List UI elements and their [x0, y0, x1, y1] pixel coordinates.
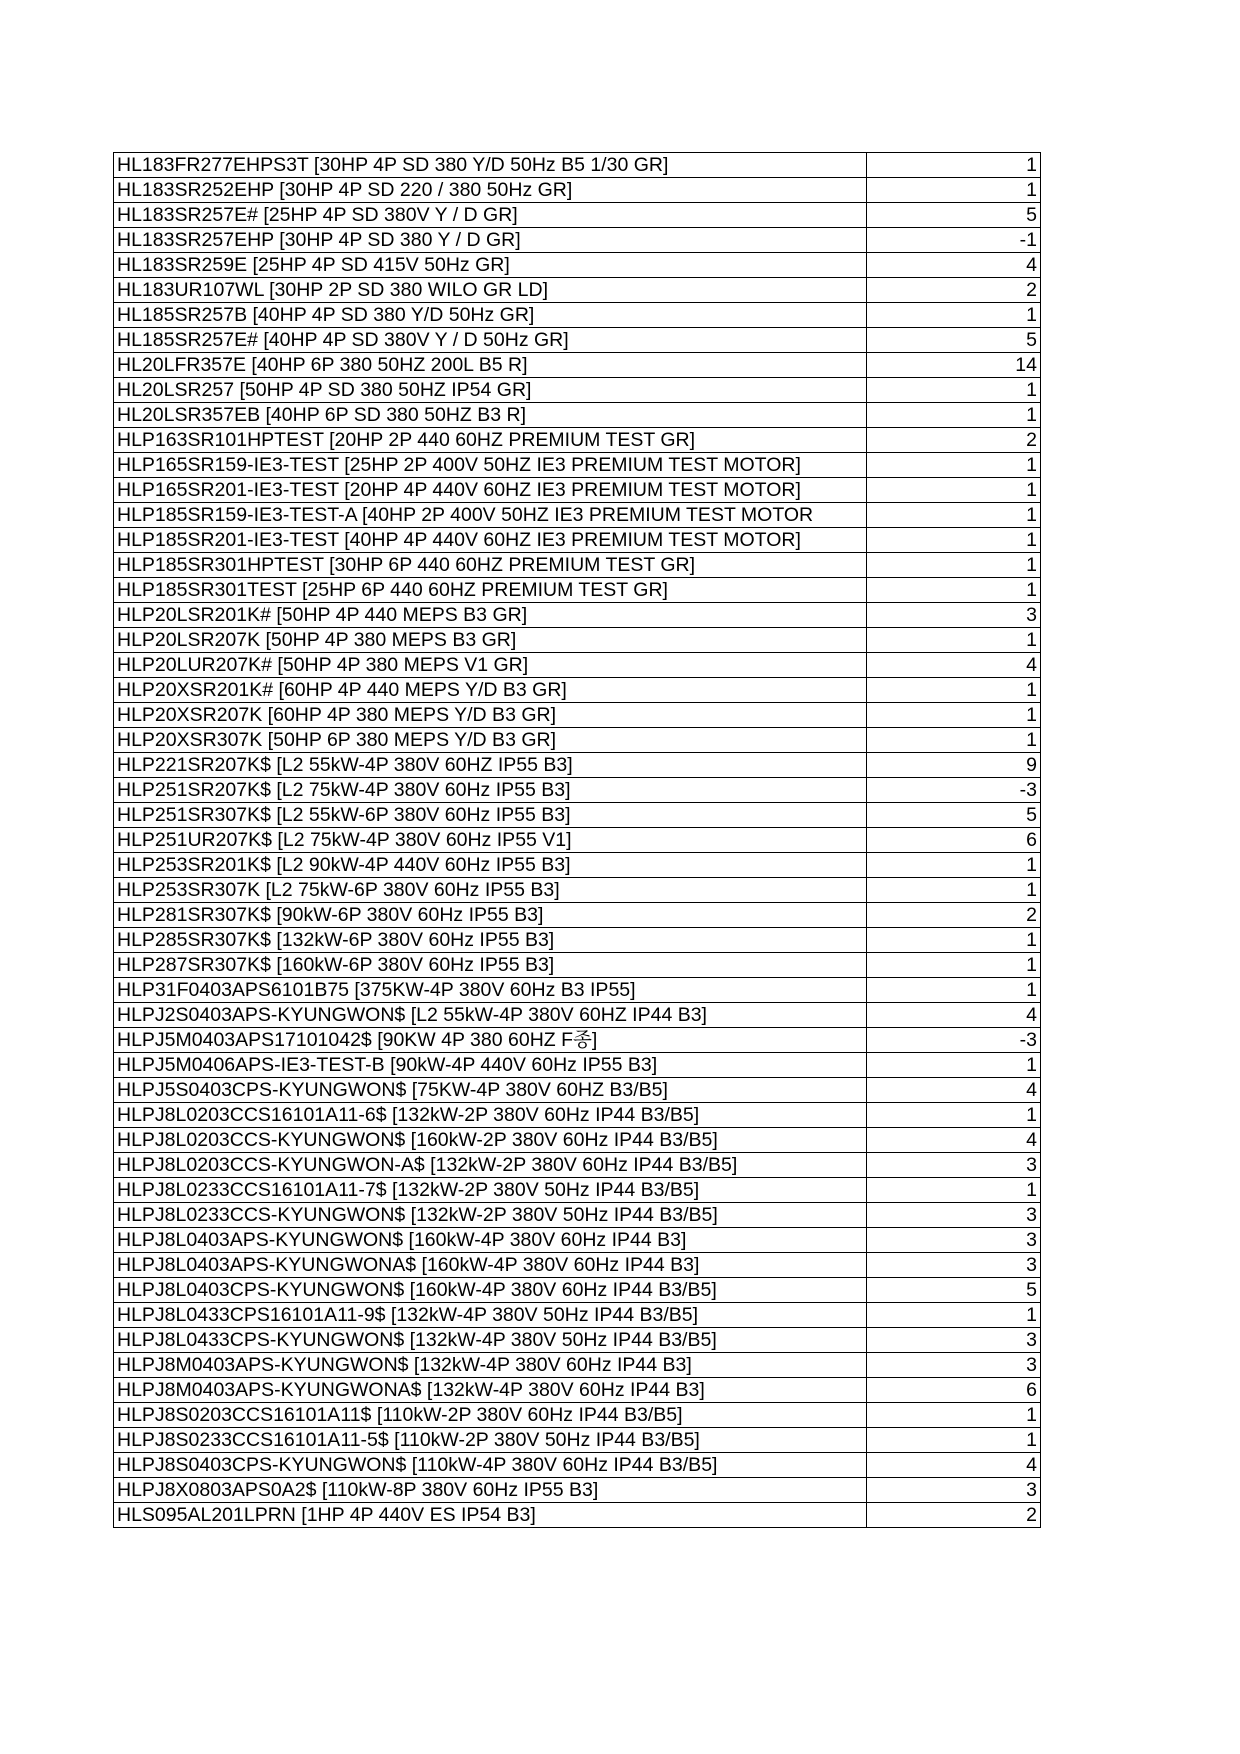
item-description-cell: HL20LSR257 [50HP 4P SD 380 50HZ IP54 GR] — [114, 378, 867, 403]
quantity-cell: 6 — [867, 1378, 1041, 1403]
table-row — [114, 903, 1041, 928]
item-description-cell: HLP165SR159-IE3-TEST [25HP 2P 400V 50HZ IE3 PREMIUM TEST MOTOR] — [114, 453, 867, 478]
quantity-cell: 5 — [867, 328, 1041, 353]
item-description-cell: HLP20LUR207K# [50HP 4P 380 MEPS V1 GR] — [114, 653, 867, 678]
quantity-cell: 3 — [867, 1203, 1041, 1228]
quantity-cell: 4 — [867, 1003, 1041, 1028]
table-row — [114, 953, 1041, 978]
quantity-cell: 1 — [867, 728, 1041, 753]
item-description-cell: HL183UR107WL [30HP 2P SD 380 WILO GR LD] — [114, 278, 867, 303]
item-description-cell: HLPJ8L0203CCS-KYUNGWON-A$ [132kW-2P 380V 60Hz IP44 B3/B5] — [114, 1153, 867, 1178]
quantity-cell: 1 — [867, 153, 1041, 178]
quantity-cell: 1 — [867, 553, 1041, 578]
table-row — [114, 678, 1041, 703]
quantity-cell: 2 — [867, 428, 1041, 453]
quantity-cell: 3 — [867, 1153, 1041, 1178]
item-description-cell: HLPJ8M0403APS-KYUNGWON$ [132kW-4P 380V 60Hz IP44 B3] — [114, 1353, 867, 1378]
item-description-cell: HLP165SR201-IE3-TEST [20HP 4P 440V 60HZ IE3 PREMIUM TEST MOTOR] — [114, 478, 867, 503]
item-description-cell: HL183FR277EHPS3T [30HP 4P SD 380 Y/D 50Hz B5 1/30 GR] — [114, 153, 867, 178]
quantity-cell: 1 — [867, 878, 1041, 903]
quantity-cell: 1 — [867, 178, 1041, 203]
table-row — [114, 1028, 1041, 1053]
table-row — [114, 428, 1041, 453]
quantity-cell: 1 — [867, 303, 1041, 328]
quantity-cell: 4 — [867, 1453, 1041, 1478]
item-description-cell: HLPJ2S0403APS-KYUNGWON$ [L2 55kW-4P 380V 60HZ IP44 B3] — [114, 1003, 867, 1028]
quantity-cell: 1 — [867, 503, 1041, 528]
item-description-cell: HLS095AL201LPRN [1HP 4P 440V ES IP54 B3] — [114, 1503, 867, 1528]
quantity-cell: 6 — [867, 828, 1041, 853]
quantity-cell: 2 — [867, 278, 1041, 303]
quantity-cell: 9 — [867, 753, 1041, 778]
quantity-cell: 1 — [867, 628, 1041, 653]
quantity-cell: 2 — [867, 903, 1041, 928]
table-row — [114, 278, 1041, 303]
quantity-cell: 1 — [867, 1403, 1041, 1428]
quantity-cell: 3 — [867, 1228, 1041, 1253]
item-description-cell: HLPJ5S0403CPS-KYUNGWON$ [75KW-4P 380V 60HZ B3/B5] — [114, 1078, 867, 1103]
quantity-cell: 5 — [867, 803, 1041, 828]
item-description-cell: HLP251SR207K$ [L2 75kW-4P 380V 60Hz IP55 B3] — [114, 778, 867, 803]
item-description-cell: HL183SR257E# [25HP 4P SD 380V Y / D GR] — [114, 203, 867, 228]
quantity-cell: 1 — [867, 378, 1041, 403]
table-row — [114, 778, 1041, 803]
quantity-cell: 1 — [867, 1053, 1041, 1078]
quantity-cell: 14 — [867, 353, 1041, 378]
table-row — [114, 1278, 1041, 1303]
table-row — [114, 1503, 1041, 1528]
quantity-cell: 1 — [867, 1178, 1041, 1203]
table-row — [114, 1003, 1041, 1028]
item-description-cell: HLPJ8L0433CPS16101A11-9$ [132kW-4P 380V 50Hz IP44 B3/B5] — [114, 1303, 867, 1328]
item-description-cell: HLP20XSR207K [60HP 4P 380 MEPS Y/D B3 GR] — [114, 703, 867, 728]
item-description-cell: HLP163SR101HPTEST [20HP 2P 440 60HZ PREMIUM TEST GR] — [114, 428, 867, 453]
item-description-cell: HLP253SR201K$ [L2 90kW-4P 440V 60Hz IP55 B3] — [114, 853, 867, 878]
item-description-cell: HL20LFR357E [40HP 6P 380 50HZ 200L B5 R] — [114, 353, 867, 378]
item-description-cell: HLP251SR307K$ [L2 55kW-6P 380V 60Hz IP55 B3] — [114, 803, 867, 828]
quantity-cell: 5 — [867, 203, 1041, 228]
quantity-cell: 4 — [867, 1078, 1041, 1103]
table-row — [114, 378, 1041, 403]
item-description-cell: HLPJ8L0403CPS-KYUNGWON$ [160kW-4P 380V 60Hz IP44 B3/B5] — [114, 1278, 867, 1303]
item-description-cell: HLPJ8L0233CCS16101A11-7$ [132kW-2P 380V 50Hz IP44 B3/B5] — [114, 1178, 867, 1203]
quantity-cell: 3 — [867, 1478, 1041, 1503]
table-row — [114, 228, 1041, 253]
table-row — [114, 1403, 1041, 1428]
table-row — [114, 1353, 1041, 1378]
quantity-cell: -1 — [867, 228, 1041, 253]
table-row — [114, 528, 1041, 553]
item-description-cell: HLP221SR207K$ [L2 55kW-4P 380V 60HZ IP55 B3] — [114, 753, 867, 778]
item-description-cell: HLPJ8S0203CCS16101A11$ [110kW-2P 380V 60Hz IP44 B3/B5] — [114, 1403, 867, 1428]
quantity-cell: 3 — [867, 1328, 1041, 1353]
item-description-cell: HLPJ8X0803APS0A2$ [110kW-8P 380V 60Hz IP55 B3] — [114, 1478, 867, 1503]
table-row — [114, 1103, 1041, 1128]
table-row — [114, 478, 1041, 503]
table-row — [114, 303, 1041, 328]
item-description-cell: HLP185SR301TEST [25HP 6P 440 60HZ PREMIUM TEST GR] — [114, 578, 867, 603]
quantity-cell: 4 — [867, 653, 1041, 678]
item-description-cell: HLPJ8L0203CCS-KYUNGWON$ [160kW-2P 380V 60Hz IP44 B3/B5] — [114, 1128, 867, 1153]
item-description-cell: HLP185SR301HPTEST [30HP 6P 440 60HZ PREMIUM TEST GR] — [114, 553, 867, 578]
inventory-table-body — [114, 153, 1041, 1528]
table-row — [114, 703, 1041, 728]
table-row — [114, 253, 1041, 278]
item-description-cell: HLPJ8L0233CCS-KYUNGWON$ [132kW-2P 380V 50Hz IP44 B3/B5] — [114, 1203, 867, 1228]
table-row — [114, 353, 1041, 378]
quantity-cell: 1 — [867, 1428, 1041, 1453]
quantity-cell: 1 — [867, 853, 1041, 878]
quantity-cell: 1 — [867, 528, 1041, 553]
quantity-cell: 1 — [867, 928, 1041, 953]
table-row — [114, 178, 1041, 203]
table-row — [114, 153, 1041, 178]
item-description-cell: HLP287SR307K$ [160kW-6P 380V 60Hz IP55 B3] — [114, 953, 867, 978]
item-description-cell: HLPJ5M0406APS-IE3-TEST-B [90kW-4P 440V 60Hz IP55 B3] — [114, 1053, 867, 1078]
inventory-sheet — [113, 152, 1040, 1528]
item-description-cell: HLP20LSR201K# [50HP 4P 440 MEPS B3 GR] — [114, 603, 867, 628]
table-row — [114, 753, 1041, 778]
table-row — [114, 828, 1041, 853]
table-row — [114, 453, 1041, 478]
quantity-cell: 1 — [867, 978, 1041, 1003]
quantity-cell: -3 — [867, 1028, 1041, 1053]
item-description-cell: HLP20XSR201K# [60HP 4P 440 MEPS Y/D B3 GR] — [114, 678, 867, 703]
quantity-cell: 1 — [867, 1303, 1041, 1328]
table-row — [114, 653, 1041, 678]
quantity-cell: 3 — [867, 1353, 1041, 1378]
table-row — [114, 1303, 1041, 1328]
quantity-cell: -3 — [867, 778, 1041, 803]
item-description-cell: HLP185SR159-IE3-TEST-A [40HP 2P 400V 50HZ IE3 PREMIUM TEST MOTOR — [114, 503, 867, 528]
item-description-cell: HLPJ8S0233CCS16101A11-5$ [110kW-2P 380V 50Hz IP44 B3/B5] — [114, 1428, 867, 1453]
item-description-cell: HLPJ8L0433CPS-KYUNGWON$ [132kW-4P 380V 50Hz IP44 B3/B5] — [114, 1328, 867, 1353]
inventory-table — [113, 152, 1041, 1528]
item-description-cell: HLP281SR307K$ [90kW-6P 380V 60Hz IP55 B3] — [114, 903, 867, 928]
table-row — [114, 1253, 1041, 1278]
table-row — [114, 1328, 1041, 1353]
quantity-cell: 1 — [867, 1103, 1041, 1128]
item-description-cell: HLP285SR307K$ [132kW-6P 380V 60Hz IP55 B3] — [114, 928, 867, 953]
table-row — [114, 853, 1041, 878]
item-description-cell: HL183SR259E [25HP 4P SD 415V 50Hz GR] — [114, 253, 867, 278]
item-description-cell: HLP185SR201-IE3-TEST [40HP 4P 440V 60HZ IE3 PREMIUM TEST MOTOR] — [114, 528, 867, 553]
item-description-cell: HLP251UR207K$ [L2 75kW-4P 380V 60Hz IP55 V1] — [114, 828, 867, 853]
item-description-cell: HLPJ8S0403CPS-KYUNGWON$ [110kW-4P 380V 60Hz IP44 B3/B5] — [114, 1453, 867, 1478]
table-row — [114, 1128, 1041, 1153]
table-row — [114, 1478, 1041, 1503]
table-row — [114, 1078, 1041, 1103]
quantity-cell: 3 — [867, 603, 1041, 628]
quantity-cell: 1 — [867, 478, 1041, 503]
item-description-cell: HL183SR252EHP [30HP 4P SD 220 / 380 50Hz GR] — [114, 178, 867, 203]
table-row — [114, 578, 1041, 603]
item-description-cell: HLP20LSR207K [50HP 4P 380 MEPS B3 GR] — [114, 628, 867, 653]
quantity-cell: 1 — [867, 703, 1041, 728]
table-row — [114, 328, 1041, 353]
item-description-cell: HLPJ8M0403APS-KYUNGWONA$ [132kW-4P 380V 60Hz IP44 B3] — [114, 1378, 867, 1403]
table-row — [114, 803, 1041, 828]
item-description-cell: HLP253SR307K [L2 75kW-6P 380V 60Hz IP55 B3] — [114, 878, 867, 903]
quantity-cell: 1 — [867, 953, 1041, 978]
quantity-cell: 1 — [867, 578, 1041, 603]
item-description-cell: HLPJ8L0203CCS16101A11-6$ [132kW-2P 380V 60Hz IP44 B3/B5] — [114, 1103, 867, 1128]
item-description-cell: HL185SR257E# [40HP 4P SD 380V Y / D 50Hz GR] — [114, 328, 867, 353]
quantity-cell: 5 — [867, 1278, 1041, 1303]
table-row — [114, 978, 1041, 1003]
item-description-cell: HL185SR257B [40HP 4P SD 380 Y/D 50Hz GR] — [114, 303, 867, 328]
table-row — [114, 728, 1041, 753]
quantity-cell: 1 — [867, 403, 1041, 428]
item-description-cell: HLP20XSR307K [50HP 6P 380 MEPS Y/D B3 GR] — [114, 728, 867, 753]
table-row — [114, 1178, 1041, 1203]
quantity-cell: 1 — [867, 678, 1041, 703]
quantity-cell: 4 — [867, 1128, 1041, 1153]
item-description-cell: HLPJ8L0403APS-KYUNGWONA$ [160kW-4P 380V 60Hz IP44 B3] — [114, 1253, 867, 1278]
table-row — [114, 503, 1041, 528]
table-row — [114, 603, 1041, 628]
table-row — [114, 203, 1041, 228]
quantity-cell: 4 — [867, 253, 1041, 278]
quantity-cell: 3 — [867, 1253, 1041, 1278]
item-description-cell: HLPJ8L0403APS-KYUNGWON$ [160kW-4P 380V 60Hz IP44 B3] — [114, 1228, 867, 1253]
table-row — [114, 403, 1041, 428]
table-row — [114, 628, 1041, 653]
item-description-cell: HLPJ5M0403APS17101042$ [90KW 4P 380 60HZ F종] — [114, 1028, 867, 1053]
table-row — [114, 1428, 1041, 1453]
table-row — [114, 553, 1041, 578]
item-description-cell: HL183SR257EHP [30HP 4P SD 380 Y / D GR] — [114, 228, 867, 253]
table-row — [114, 1228, 1041, 1253]
item-description-cell: HLP31F0403APS6101B75 [375KW-4P 380V 60Hz B3 IP55] — [114, 978, 867, 1003]
table-row — [114, 878, 1041, 903]
table-row — [114, 1153, 1041, 1178]
quantity-cell: 1 — [867, 453, 1041, 478]
table-row — [114, 1378, 1041, 1403]
quantity-cell: 2 — [867, 1503, 1041, 1528]
table-row — [114, 928, 1041, 953]
table-row — [114, 1453, 1041, 1478]
item-description-cell: HL20LSR357EB [40HP 6P SD 380 50HZ B3 R] — [114, 403, 867, 428]
table-row — [114, 1053, 1041, 1078]
table-row — [114, 1203, 1041, 1228]
